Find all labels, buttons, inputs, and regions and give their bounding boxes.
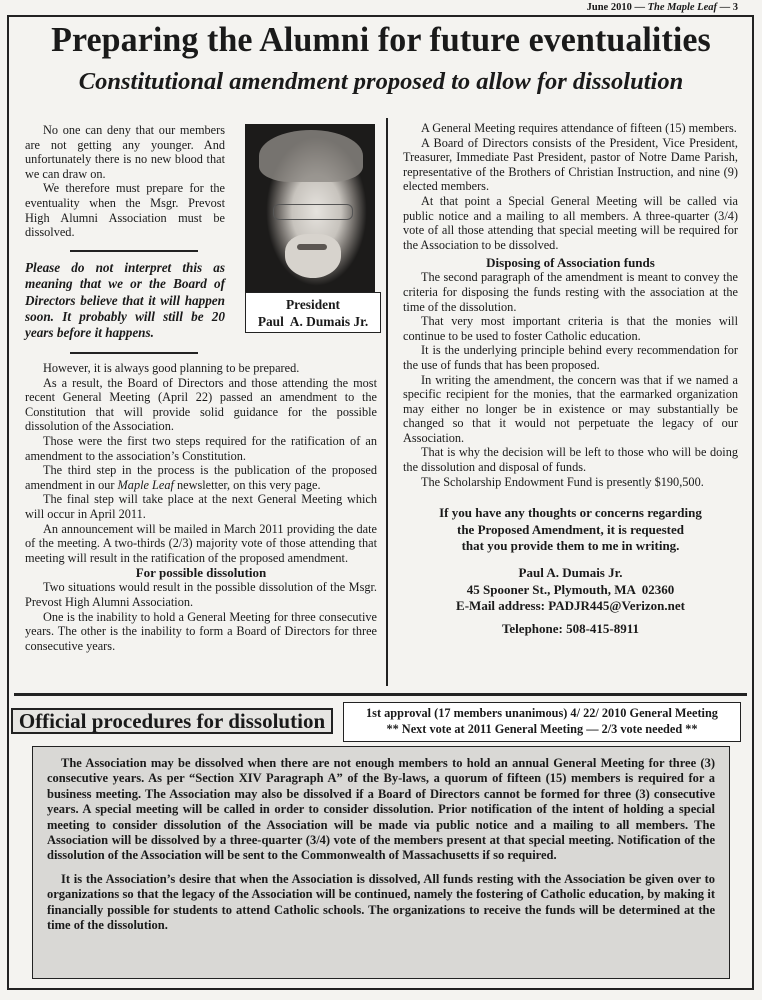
pull-quote: Please do not interpret this as meaning that we or the Board of Directors believe that it will happen soon. It probably will still be 20 years before it happens. bbox=[25, 259, 225, 341]
paragraph: A Board of Directors consists of the President, Vice President, Treasurer, Immediate Past President, pastor of Notre Dame Parish, representative of the Brothers of Christian Instruction, and nine (9) elected members. bbox=[403, 135, 738, 194]
portrait-photo-icon bbox=[245, 124, 375, 292]
column-divider bbox=[386, 118, 388, 686]
paragraph: As a result, the Board of Directors and those attending the most recent General Meeting (April 22) passed an amendment to the Constitution that will provide solid guidance for the possible dissolution of the Association. bbox=[25, 375, 377, 434]
paragraph: It is the underlying principle behind every recommendation for the use of funds that has been proposed. bbox=[403, 343, 738, 372]
section-heading: For possible dissolution bbox=[135, 565, 267, 581]
paragraph: The second paragraph of the amendment is meant to convey the criteria for disposing the funds resting with the association at the time of the dissolution. bbox=[403, 270, 738, 314]
callout-line: that you provide them to me in writing. bbox=[461, 538, 680, 554]
procedure-paragraph: The Association may be dissolved when there are not enough members to hold an annual General Meeting for three (3) consecutive years. As per “Section XIV Paragraph A” of the By-laws, a quorum of fifteen (15) members is required for a business meeting. The Association may also be dissolved if a Board of Directors cannot be formed for three (3) consecutive years. A special meeting will be called in order to consider dissolution. Prior notification of the intent of holding a special meeting to consider dissolution of the Association will be made via public notice and a mailing to all members. The Association will be dissolved by a three-quarter (3/4) vote of the members present at that special meeting. Notification of the dissolution of the Association will be sent to the Commonwealth of Massachusetts if so required. bbox=[47, 756, 715, 863]
page-folio bbox=[587, 2, 738, 13]
paragraph: We therefore must prepare for the eventuality when the Msgr. Prevost High Alumni Association must be dissolved. bbox=[25, 181, 225, 240]
section-heading: Disposing of Association funds bbox=[486, 255, 655, 271]
contact-telephone: Telephone: 508-415-8911 bbox=[501, 620, 640, 636]
caption-title: President bbox=[285, 297, 341, 312]
paragraph: No one can deny that our members are not getting any younger. And unfortunately there is no new blood that we can draw on. bbox=[25, 123, 225, 181]
paragraph: Two situations would result in the possible dissolution of the Msgr. Prevost High Alumni Association. bbox=[25, 580, 377, 609]
photo-caption bbox=[245, 292, 381, 333]
vote-line-next: ** Next vote at 2011 General Meeting — 2/3 vote needed ** bbox=[386, 721, 698, 736]
contact-address: 45 Spooner St., Plymouth, MA 02360 bbox=[466, 581, 675, 597]
newsletter-name: Maple Leaf bbox=[117, 477, 174, 492]
vote-line-approval: 1st approval (17 members unanimous) 4/ 22/ 2010 General Meeting bbox=[366, 706, 718, 720]
text-run: The third step in the process is the publication of the proposed amendment in our bbox=[25, 463, 377, 492]
callout-line: the Proposed Amendment, it is requested bbox=[456, 521, 685, 537]
procedures-title: Official procedures for dissolution bbox=[11, 708, 333, 734]
paragraph: That is why the decision will be left to those who will be doing the dissolution and disposal of funds. bbox=[403, 445, 738, 475]
text-run: newsletter, on this very page. bbox=[173, 477, 321, 492]
president-photo-block bbox=[245, 124, 381, 333]
caption-name: Paul A. Dumais Jr. bbox=[257, 314, 369, 329]
divider bbox=[70, 352, 198, 354]
subheadline: Constitutional amendment proposed to allow for dissolution bbox=[78, 68, 684, 95]
paragraph: The Scholarship Endowment Fund is presently $190,500. bbox=[421, 474, 704, 489]
vote-status-box bbox=[343, 702, 741, 742]
section-divider bbox=[14, 693, 747, 696]
procedure-paragraph: It is the Association’s desire that when the Association is dissolved, All funds resting with the Association be given over to organizations so that the legacy of the Association will be continued, namely the fostering of Catholic education, by making it financially possible for students to attend Catholic schools. The organizations to receive the funds will be determined at the time of the dissolution. bbox=[47, 871, 715, 933]
contact-email-line bbox=[403, 598, 738, 614]
folio-page-number: 3 bbox=[732, 2, 738, 13]
column-1-top bbox=[25, 123, 225, 362]
paragraph: However, it is always good planning to be prepared. bbox=[43, 361, 300, 375]
procedures-box bbox=[32, 746, 730, 979]
paragraph: The final step will take place at the next General Meeting which will occur in April 2011. bbox=[25, 492, 377, 521]
paragraph: At that point a Special General Meeting will be called via public notice and a mailing to all members. A three-quarter (3/4) vote of all those attending that special meeting will be required for the Association to be dissolved. bbox=[403, 193, 738, 252]
paragraph: That very most important criteria is that the monies will continue to be used to foster Catholic education. bbox=[403, 314, 738, 343]
column-2 bbox=[403, 121, 738, 637]
contact-name: Paul A. Dumais Jr. bbox=[518, 565, 623, 581]
paragraph: In writing the amendment, the concern was that if we named a specific recipient for the monies, that the earmarked organization may either no longer be in existence or may substantially be changed so that it would not perpetuate the legacy of our Association. bbox=[403, 372, 738, 445]
paragraph: A General Meeting requires attendance of fifteen (15) members. bbox=[421, 121, 737, 135]
contact-block bbox=[403, 565, 738, 637]
folio-dash: — bbox=[717, 2, 733, 13]
email-link[interactable]: PADJR445@Verizon.net bbox=[548, 598, 685, 614]
paragraph: Those were the first two steps required for the ratification of an amendment to the association’s Constitution. bbox=[25, 433, 377, 463]
callout-line: If you have any thoughts or concerns regarding bbox=[439, 505, 702, 521]
folio-publication: The Maple Leaf bbox=[647, 2, 717, 13]
folio-date: June 2010 bbox=[586, 2, 632, 13]
folio-dash: — bbox=[631, 2, 648, 13]
headline: Preparing the Alumni for future eventualities bbox=[51, 20, 711, 59]
column-1-bottom bbox=[25, 361, 377, 653]
paragraph: An announcement will be mailed in March 2011 providing the date of the meeting. A two-thirds (2/3) majority vote of those attending that meeting will result in the ratification of the proposed amendment. bbox=[25, 521, 377, 565]
paragraph: One is the inability to hold a General Meeting for three consecutive years. The other is the inability to form a Board of Directors for three consecutive years. bbox=[25, 609, 377, 653]
feedback-callout bbox=[403, 505, 738, 554]
email-label: E-Mail address: bbox=[456, 598, 549, 614]
divider bbox=[70, 250, 198, 252]
paragraph bbox=[25, 463, 377, 492]
